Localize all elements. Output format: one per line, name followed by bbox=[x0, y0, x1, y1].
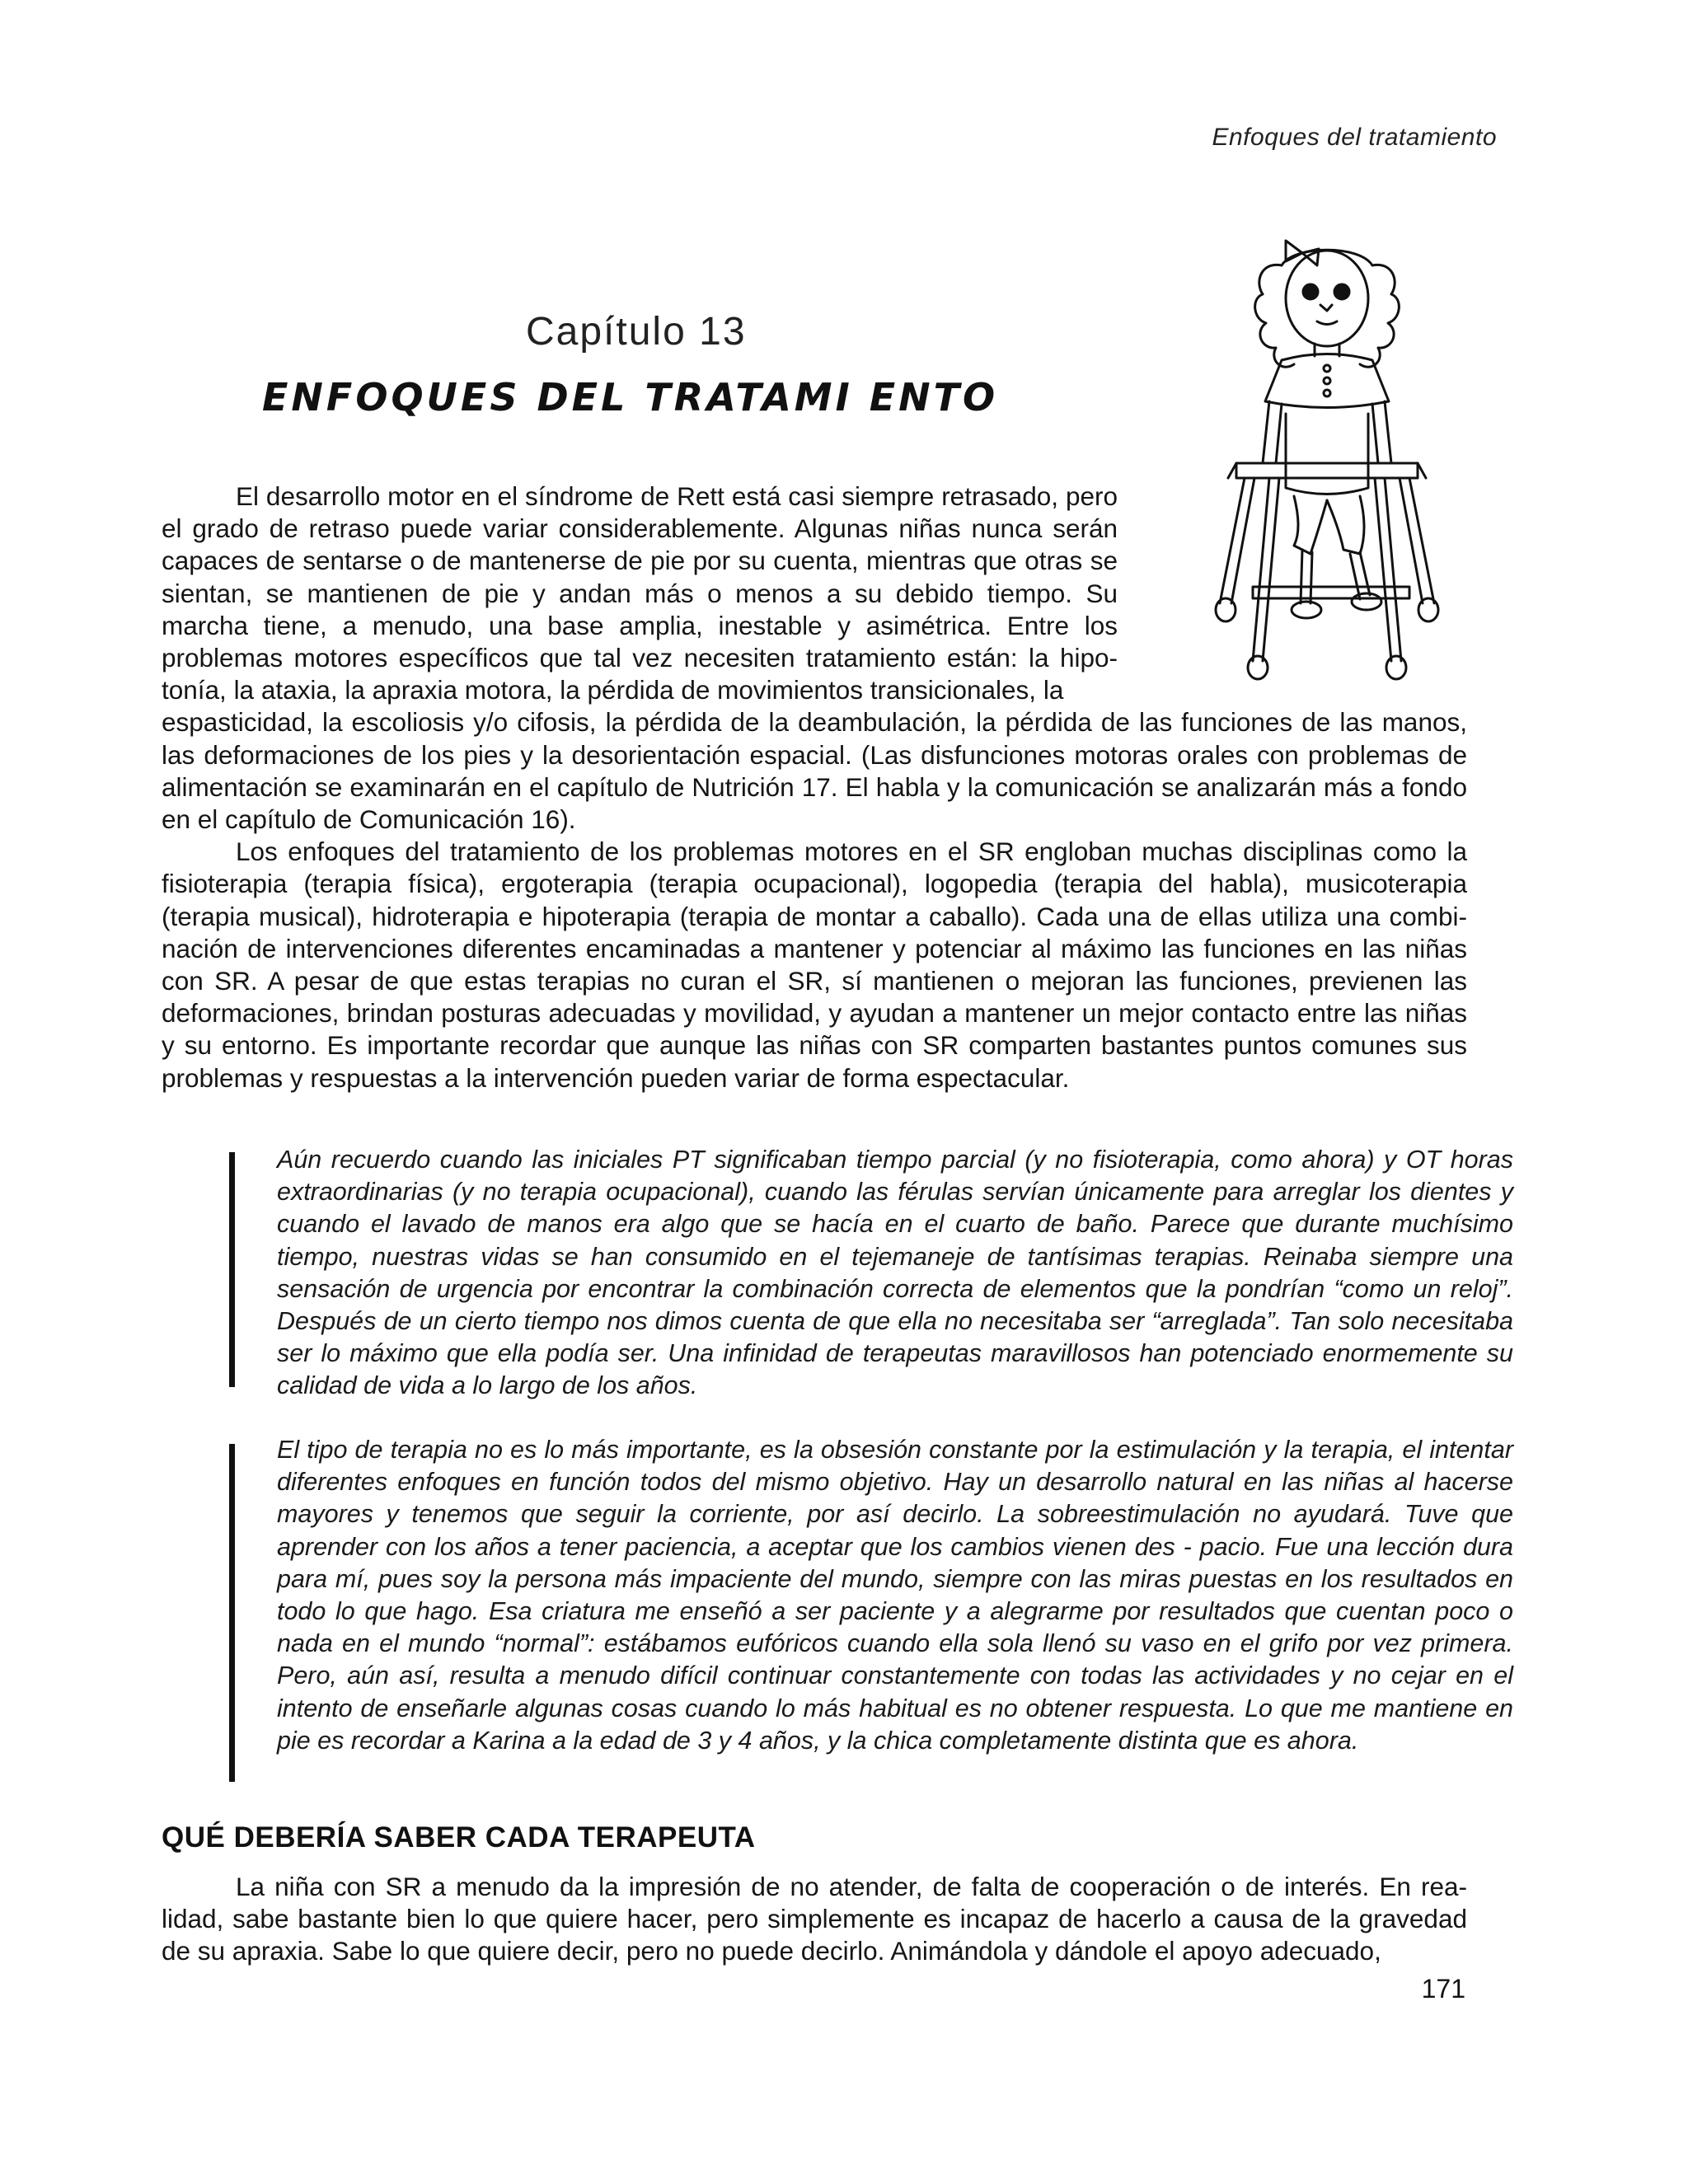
section-heading: QUÉ DEBERÍA SABER CADA TERAPEUTA bbox=[162, 1821, 756, 1854]
page-number: 171 bbox=[1421, 1974, 1465, 2004]
running-header: Enfoques del tratamiento bbox=[1212, 124, 1497, 151]
intro-paragraph bbox=[162, 480, 1467, 1094]
chapter-title: ENFOQUES DEL TRATAMI ENTO bbox=[262, 375, 999, 419]
last-paragraph-block bbox=[162, 1871, 1467, 1968]
quote-2: El tipo de terapia no es lo más importante, es la obsesión constante por la estimulación y la terapia, el intentar diferentes enfoques en función todos del mismo objetivo. Hay un desarrollo natural en las niñas al hacerse mayores y tenemos que seguir la corriente, por así decirlo. La sobreestimulación no ayudará. Tuve que aprender con los años a tener paciencia, a aceptar que los cambios vienen des - pacio. Fue una lección dura para mí, pues soy la persona más impaciente del mundo, siempre con las miras puestas en los resultados en todo lo que hago. Esa criatura me enseñó a ser paciente y a alegrarme por resultados que cuentan poco o nada en el mundo “normal”: estábamos eufóricos cuando ella sola llenó su vaso en el grifo por vez primera. Pero, aún así, resulta a menudo difícil continuar constantemente con todas las actividades y no cejar en el intento de enseñarle algunas cosas cuando lo más habitual es no obtener respuesta. Lo que me mantiene en pie es recordar a Karina a la edad de 3 y 4 años, y la chica completamente distinta que es ahora. bbox=[277, 1436, 1513, 1755]
chapter-label: Capítulo 13 bbox=[526, 310, 747, 354]
last-paragraph: La niña con SR a menudo da la impresión de no atender, de falta de cooperación o de interés. En rea-lidad, sabe bastante bien lo que quiere hacer, pero simplemente es incapaz de hacerlo a causa de la gravedad de su apraxia. Sabe lo que quiere decir, pero no puede decirlo. Animándola y dándole el apoyo adecuado, bbox=[162, 1872, 1467, 1966]
quote-1: Aún recuerdo cuando las iniciales PT significaban tiempo parcial (y no fisioterapia, como ahora) y OT horas extraordinarias (y no terapia ocupacional), cuando las férulas servían únicamente para arreglar los dientes y cuando el lavado de manos era algo que se hacía en el cuarto de baño. Parece que durante muchísimo tiempo, nuestras vidas se han consumido en el tejemaneje de tantísimas terapias. Reinaba siempre una sensación de urgencia por encontrar la combinación correcta de elementos que la pondrían “como un reloj”. Después de un cierto tiempo nos dimos cuenta de que ella no necesitaba ser “arreglada”. Tan solo necesitaba ser lo máximo que ella podía ser. Una infinidad de terapeutas maravillosos han potenciado enormemente su calidad de vida a lo largo de los años. bbox=[277, 1146, 1513, 1400]
intro-paragraph-full: espasticidad, la escoliosis y/o cifosis, la pérdida de la deambulación, la pérdida de las funciones de las manos, las deformaciones de los pies y la desorientación espacial. (Las disfunciones motoras orales con problemas de alimentación se examinarán en el capítulo de Nutrición 17. El habla y la comunicación se analizarán más a fondo en el capítulo de Comunicación 16). bbox=[162, 707, 1467, 835]
second-paragraph: Los enfoques del tratamiento de los problemas motores en el SR engloban muchas disciplinas como la fisioterapia (terapia física), ergoterapia (terapia ocupacional), logopedia (terapia del habla), musicoterapia (terapia musical), hidroterapia e hipoterapia (terapia de montar a caballo). Cada una de ellas utiliza una combi-nación de intervenciones diferentes encaminadas a mantener y potenciar al máximo las funciones en las niñas con SR. A pesar de que estas terapias no curan el SR, sí mantienen o mejoran las funciones, previenen las deformaciones, brindan posturas adecuadas y movilidad, y ayudan a mantener un mejor contacto entre las niñas y su entorno. Es importante recordar que aunque las niñas con SR comparten bastantes puntos comunes sus problemas y respuestas a la intervención pueden variar de forma espectacular. bbox=[162, 837, 1467, 1093]
intro-paragraph-narrow: El desarrollo motor en el síndrome de Rett está casi siempre retrasado, pero el grado de retraso puede variar considerablemente. Algunas niñas nunca serán capaces de sentarse o de mantenerse de pie por su cuenta, mientras que otras se sientan, se mantienen de pie y andan más o menos a su debido tiempo. Su marcha tiene, a menudo, una base amplia, inestable y asimétrica. Entre los problemas motores específicos que tal vez necesiten tratamiento están: la hipo-tonía, la ataxia, la apraxia motora, la pérdida de movimientos transicionales, la bbox=[162, 481, 1118, 705]
